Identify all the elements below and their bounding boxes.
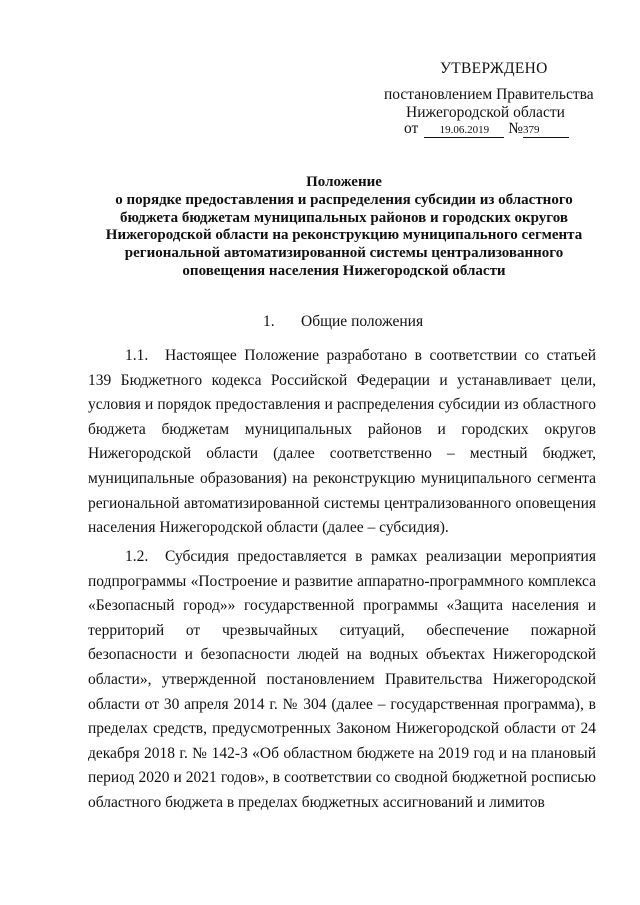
title-line: Положение [306,174,382,190]
section-number: 1. [263,313,275,330]
approval-date: 19.06.2019 [424,124,504,138]
date-prefix: от [404,120,419,137]
title-line: бюджета бюджетам муниципальных районов и городских округов [120,209,568,226]
title-line: оповещения населения Нижегородской области [182,262,506,279]
title-line: Нижегородской области на реконструкцию муниципального сегмента [105,227,583,244]
paragraph-number: 1.2. [125,548,149,565]
approval-region: Нижегородской области [406,104,565,121]
number-prefix: № [508,120,523,137]
paragraph-number: 1.1. [125,347,149,364]
approval-ordered-by: постановлением Правительства [384,86,594,103]
section-heading [263,313,423,331]
approval-date-row [404,120,569,138]
approval-stamp-title: УТВЕРЖДЕНО [440,60,548,77]
title-line: региональной автоматизированной системы централизованного [124,245,564,262]
document-title [90,174,598,281]
title-line: о порядке предоставления и распределения субсидии из областного [115,191,573,208]
paragraph-text: Настоящее Положение разработано в соответствии со статьей 139 Бюджетного кодекса Российской Федерации и устанавливает цели, условия и порядок предоставления и распределения субсидии из областного бюджета бюджетам муниципальных районов и городских округов Нижегородской области (далее соответственно – местный бюджет, муниципальные образования) на реконструкцию муниципального сегмента региональной автоматизированной системы централизованного оповещения населения Нижегородской области (далее – субсидия). [88,347,596,537]
approval-number: 379 [523,124,569,138]
paragraph [88,545,596,816]
paragraph-text: Субсидия предоставляется в рамках реализации мероприятия подпрограммы «Построение и развитие аппаратно-программного комплекса «Безопасный город»» государственной программы «Защита населения и территорий от чрезвычайных ситуаций, обеспечение пожарной безопасности и безопасности людей на водных объектах Нижегородской области», утвержденной постановлением Правительства Нижегородской области от 30 апреля 2014 г. № 304 (далее – государственная программа), в пределах средств, предусмотренных Законом Нижегородской области от 24 декабря 2018 г. № 142-З «Об областном бюджете на 2019 год и на плановый период 2020 и 2021 годов», в соответствии со сводной бюджетной росписью областного бюджета в пределах бюджетных ассигнований и лимитов [88,548,596,811]
section-title: Общие положения [301,313,424,330]
paragraph [88,344,596,541]
